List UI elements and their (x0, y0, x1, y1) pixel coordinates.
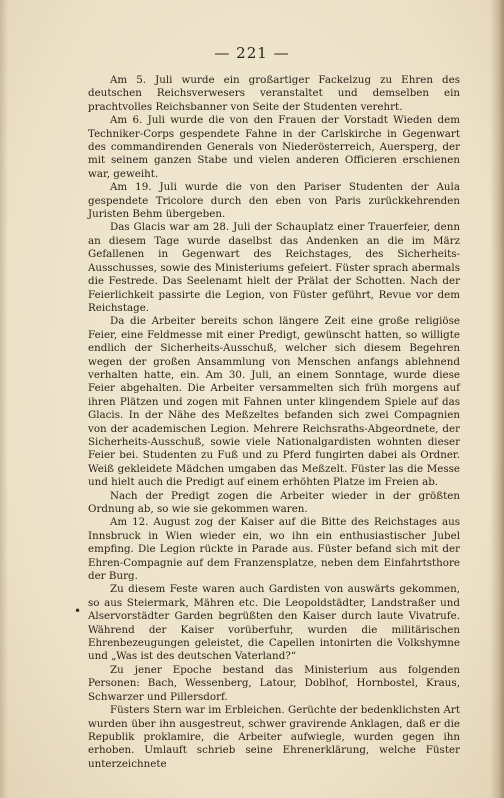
paragraph: Zu diesem Feste waren auch Gardisten von auswärts gekommen, so aus Steiermark, Mähren etc. Die Leopoldstädter, Landstraßer und Alservorstädter Garden begrüßten den Kaiser durch laute Vivatrufe. Während der Kaiser vorüberfuhr, wurden die militärischen Ehrenbezeugungen geleistet, die Capellen intonirten die Volkshymne und „Was ist des deutschen Vaterland?“ (88, 583, 460, 663)
paragraph: Nach der Predigt zogen die Arbeiter wieder in der größten Ordnung ab, so wie sie gekommen waren. (88, 489, 460, 515)
page-left-edge-shadow (0, 0, 8, 798)
page-number: — 221 — (214, 44, 290, 62)
paragraph: Am 19. Juli wurde die von den Pariser Studenten der Aula gespendete Tricolore durch den eben von Paris zurückkehrenden Juristen Behm übergeben. (88, 181, 460, 221)
margin-mark: • (74, 604, 82, 618)
paragraph: Zu jener Epoche bestand das Ministerium aus folgenden Personen: Bach, Wessenberg, Latour, Doblhof, Hornbostel, Kraus, Schwarzer und Pillersdorf. (88, 663, 460, 703)
paragraph: Am 6. Juli wurde die von den Frauen der Vorstadt Wieden dem Techniker-Corps gespendete Fahne in der Carlskirche in Gegenwart des commandirenden Generals von Niederösterreich, Auersperg, der mit seinem ganzen Stabe und vielen anderen Officieren erschienen war, geweiht. (88, 114, 460, 180)
paragraph: Das Glacis war am 28. Juli der Schauplatz einer Trauerfeier, denn an diesem Tage wurde daselbst das Andenken an die im März Gefallenen in Gegenwart des Reichstages, des Sicherheits-Ausschusses, sowie des Ministeriums gefeiert. Füster sprach abermals die Festrede. Das Seelenamt hielt der Prälat der Schotten. Nach der Feierlichkeit passirte die Legion, von Füster geführt, Revue vor dem Reichstage. (88, 221, 460, 314)
body-text (88, 74, 460, 771)
paragraph: Am 12. August zog der Kaiser auf die Bitte des Reichstages aus Innsbruck in Wien wieder ein, wo ihn ein enthusiastischer Jubel empfing. Die Legion rückte in Parade aus. Füster befand sich mit der Ehren-Compagnie auf dem Franzensplatze, neben dem Einfahrtsthore der Burg. (88, 516, 460, 583)
paragraph: Da die Arbeiter bereits schon längere Zeit eine große religiöse Feier, eine Feldmesse mit einer Predigt, gewünscht hatten, so willigte endlich der Sicherheits-Ausschuß, welcher sich diesem Begehren wegen der großen Ansammlung von Menschen anfangs ablehnend verhalten hatte, ein. Am 30. Juli, an einem Sonntage, wurde diese Feier abgehalten. Die Arbeiter versammelten sich früh morgens auf ihren Plätzen und zogen mit Fahnen unter klingendem Spiele auf das Glacis. In der Nähe des Meßzeltes befanden sich zwei Compagnien von der academischen Legion. Mehrere Reichsraths-Abgeordnete, der Sicherheits-Ausschuß, sowie viele Nationalgardisten wohnten dieser Feier bei. Studenten zu Fuß und zu Pferd fungirten dabei als Ordner. Weiß gekleidete Mädchen umgaben das Meßzelt. Füster las die Messe und hielt auch die Predigt auf einem erhöhten Platze im Freien ab. (88, 315, 460, 489)
page-right-edge-shadow (490, 0, 504, 798)
paragraph: Am 5. Juli wurde ein großartiger Fackelzug zu Ehren des deutschen Reichsverwesers veranstaltet und demselben ein prachtvolles Reichsbanner von Seite der Studenten verehrt. (88, 74, 460, 113)
paragraph: Füsters Stern war im Erbleichen. Gerüchte der bedenklichsten Art wurden über ihn ausgestreut, schwer gravirende Anklagen, daß er die Republik proklamire, die Arbeiter aufwiegle, wurden gegen ihn erhoben. Umlauft schrieb seine Ehrenerklärung, welche Füster unterzeichnete (88, 704, 460, 770)
